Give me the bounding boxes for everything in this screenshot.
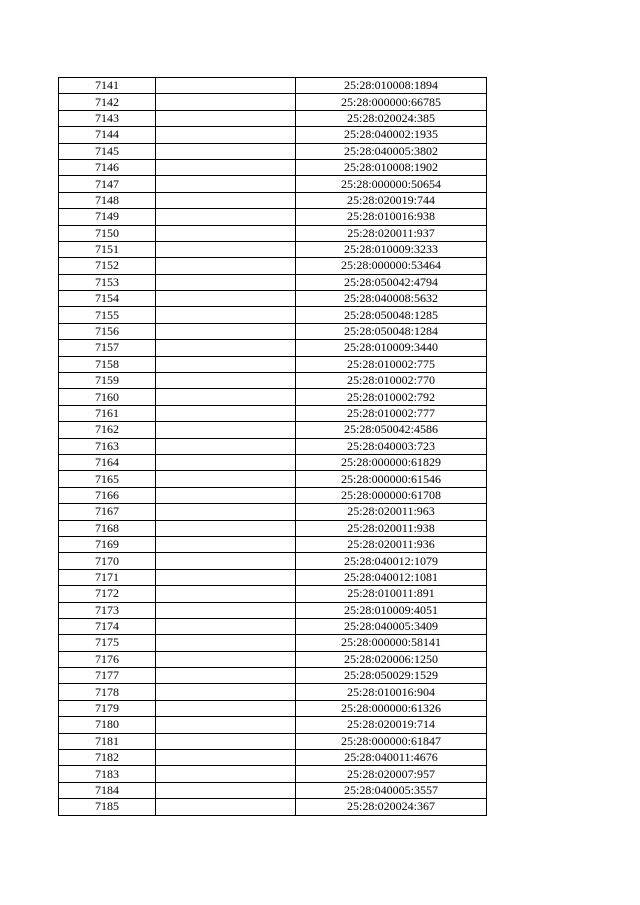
row-number-cell: 7170 bbox=[59, 553, 156, 569]
name-cell bbox=[156, 602, 296, 618]
table-row bbox=[59, 684, 487, 700]
cadastral-number-cell: 25:28:010009:4051 bbox=[296, 602, 487, 618]
cadastral-number-cell: 25:28:040005:3802 bbox=[296, 143, 487, 159]
name-cell bbox=[156, 766, 296, 782]
row-number-cell: 7180 bbox=[59, 717, 156, 733]
row-number-cell: 7173 bbox=[59, 602, 156, 618]
row-number-cell: 7171 bbox=[59, 569, 156, 585]
table-row bbox=[59, 569, 487, 585]
name-cell bbox=[156, 307, 296, 323]
row-number-cell: 7165 bbox=[59, 471, 156, 487]
cadastral-number-cell: 25:28:000000:58141 bbox=[296, 635, 487, 651]
table-row bbox=[59, 454, 487, 470]
table-row bbox=[59, 700, 487, 716]
table-body bbox=[59, 78, 487, 816]
table-row bbox=[59, 422, 487, 438]
row-number-cell: 7160 bbox=[59, 389, 156, 405]
row-number-cell: 7181 bbox=[59, 733, 156, 749]
name-cell bbox=[156, 340, 296, 356]
cadastral-number-cell: 25:28:040005:3409 bbox=[296, 618, 487, 634]
table-row bbox=[59, 258, 487, 274]
row-number-cell: 7148 bbox=[59, 192, 156, 208]
cadastral-number-cell: 25:28:020011:938 bbox=[296, 520, 487, 536]
row-number-cell: 7182 bbox=[59, 750, 156, 766]
table-row bbox=[59, 291, 487, 307]
name-cell bbox=[156, 78, 296, 94]
table-row bbox=[59, 307, 487, 323]
table-row bbox=[59, 471, 487, 487]
name-cell bbox=[156, 209, 296, 225]
table-row bbox=[59, 504, 487, 520]
row-number-cell: 7164 bbox=[59, 454, 156, 470]
cadastral-number-cell: 25:28:040002:1935 bbox=[296, 127, 487, 143]
table-row bbox=[59, 78, 487, 94]
cadastral-table bbox=[58, 77, 487, 816]
cadastral-number-cell: 25:28:020006:1250 bbox=[296, 651, 487, 667]
name-cell bbox=[156, 258, 296, 274]
table-row bbox=[59, 94, 487, 110]
name-cell bbox=[156, 700, 296, 716]
name-cell bbox=[156, 635, 296, 651]
table-row bbox=[59, 340, 487, 356]
row-number-cell: 7153 bbox=[59, 274, 156, 290]
name-cell bbox=[156, 717, 296, 733]
cadastral-number-cell: 25:28:010011:891 bbox=[296, 586, 487, 602]
name-cell bbox=[156, 782, 296, 798]
cadastral-number-cell: 25:28:050029:1529 bbox=[296, 668, 487, 684]
table-row bbox=[59, 143, 487, 159]
row-number-cell: 7141 bbox=[59, 78, 156, 94]
name-cell bbox=[156, 668, 296, 684]
cadastral-number-cell: 25:28:040011:4676 bbox=[296, 750, 487, 766]
table-row bbox=[59, 209, 487, 225]
table-row bbox=[59, 323, 487, 339]
row-number-cell: 7174 bbox=[59, 618, 156, 634]
row-number-cell: 7147 bbox=[59, 176, 156, 192]
cadastral-number-cell: 25:28:020024:385 bbox=[296, 110, 487, 126]
table-row bbox=[59, 782, 487, 798]
name-cell bbox=[156, 274, 296, 290]
name-cell bbox=[156, 143, 296, 159]
name-cell bbox=[156, 389, 296, 405]
table-row bbox=[59, 225, 487, 241]
row-number-cell: 7179 bbox=[59, 700, 156, 716]
table-row bbox=[59, 274, 487, 290]
cadastral-number-cell: 25:28:010016:938 bbox=[296, 209, 487, 225]
row-number-cell: 7183 bbox=[59, 766, 156, 782]
row-number-cell: 7178 bbox=[59, 684, 156, 700]
row-number-cell: 7150 bbox=[59, 225, 156, 241]
cadastral-number-cell: 25:28:040012:1079 bbox=[296, 553, 487, 569]
row-number-cell: 7158 bbox=[59, 356, 156, 372]
cadastral-number-cell: 25:28:010009:3440 bbox=[296, 340, 487, 356]
row-number-cell: 7157 bbox=[59, 340, 156, 356]
row-number-cell: 7167 bbox=[59, 504, 156, 520]
row-number-cell: 7152 bbox=[59, 258, 156, 274]
name-cell bbox=[156, 241, 296, 257]
table-row bbox=[59, 717, 487, 733]
cadastral-number-cell: 25:28:010008:1902 bbox=[296, 159, 487, 175]
row-number-cell: 7177 bbox=[59, 668, 156, 684]
row-number-cell: 7156 bbox=[59, 323, 156, 339]
name-cell bbox=[156, 323, 296, 339]
name-cell bbox=[156, 356, 296, 372]
name-cell bbox=[156, 94, 296, 110]
cadastral-number-cell: 25:28:040012:1081 bbox=[296, 569, 487, 585]
name-cell bbox=[156, 733, 296, 749]
table-row bbox=[59, 127, 487, 143]
name-cell bbox=[156, 504, 296, 520]
table-row bbox=[59, 635, 487, 651]
cadastral-number-cell: 25:28:000000:61708 bbox=[296, 487, 487, 503]
row-number-cell: 7144 bbox=[59, 127, 156, 143]
cadastral-number-cell: 25:28:020019:744 bbox=[296, 192, 487, 208]
table-row bbox=[59, 766, 487, 782]
table-row bbox=[59, 668, 487, 684]
row-number-cell: 7146 bbox=[59, 159, 156, 175]
cadastral-number-cell: 25:28:040005:3557 bbox=[296, 782, 487, 798]
cadastral-number-cell: 25:28:000000:61829 bbox=[296, 454, 487, 470]
cadastral-number-cell: 25:28:010002:770 bbox=[296, 373, 487, 389]
row-number-cell: 7163 bbox=[59, 438, 156, 454]
cadastral-number-cell: 25:28:000000:61546 bbox=[296, 471, 487, 487]
name-cell bbox=[156, 225, 296, 241]
cadastral-number-cell: 25:28:000000:61847 bbox=[296, 733, 487, 749]
cadastral-number-cell: 25:28:020024:367 bbox=[296, 799, 487, 815]
name-cell bbox=[156, 176, 296, 192]
name-cell bbox=[156, 438, 296, 454]
row-number-cell: 7169 bbox=[59, 536, 156, 552]
table-row bbox=[59, 176, 487, 192]
table-row bbox=[59, 373, 487, 389]
name-cell bbox=[156, 618, 296, 634]
table-row bbox=[59, 799, 487, 815]
name-cell bbox=[156, 586, 296, 602]
cadastral-number-cell: 25:28:040008:5632 bbox=[296, 291, 487, 307]
name-cell bbox=[156, 192, 296, 208]
table-row bbox=[59, 405, 487, 421]
row-number-cell: 7168 bbox=[59, 520, 156, 536]
name-cell bbox=[156, 422, 296, 438]
name-cell bbox=[156, 127, 296, 143]
table-row bbox=[59, 487, 487, 503]
cadastral-number-cell: 25:28:000000:61326 bbox=[296, 700, 487, 716]
row-number-cell: 7185 bbox=[59, 799, 156, 815]
table-row bbox=[59, 536, 487, 552]
name-cell bbox=[156, 291, 296, 307]
table-row bbox=[59, 192, 487, 208]
row-number-cell: 7184 bbox=[59, 782, 156, 798]
name-cell bbox=[156, 750, 296, 766]
row-number-cell: 7155 bbox=[59, 307, 156, 323]
name-cell bbox=[156, 487, 296, 503]
table-row bbox=[59, 618, 487, 634]
cadastral-number-cell: 25:28:000000:50654 bbox=[296, 176, 487, 192]
row-number-cell: 7149 bbox=[59, 209, 156, 225]
table-row bbox=[59, 438, 487, 454]
name-cell bbox=[156, 799, 296, 815]
row-number-cell: 7161 bbox=[59, 405, 156, 421]
table-row bbox=[59, 750, 487, 766]
table-row bbox=[59, 586, 487, 602]
table-row bbox=[59, 651, 487, 667]
name-cell bbox=[156, 536, 296, 552]
cadastral-number-cell: 25:28:050042:4586 bbox=[296, 422, 487, 438]
cadastral-number-cell: 25:28:050048:1284 bbox=[296, 323, 487, 339]
table-row bbox=[59, 356, 487, 372]
table-row bbox=[59, 389, 487, 405]
table-row bbox=[59, 553, 487, 569]
name-cell bbox=[156, 159, 296, 175]
name-cell bbox=[156, 520, 296, 536]
table-row bbox=[59, 733, 487, 749]
cadastral-number-cell: 25:28:020019:714 bbox=[296, 717, 487, 733]
table-row bbox=[59, 159, 487, 175]
row-number-cell: 7175 bbox=[59, 635, 156, 651]
table-row bbox=[59, 520, 487, 536]
table-row bbox=[59, 602, 487, 618]
cadastral-number-cell: 25:28:020007:957 bbox=[296, 766, 487, 782]
cadastral-number-cell: 25:28:050042:4794 bbox=[296, 274, 487, 290]
cadastral-number-cell: 25:28:010009:3233 bbox=[296, 241, 487, 257]
cadastral-number-cell: 25:28:020011:936 bbox=[296, 536, 487, 552]
row-number-cell: 7162 bbox=[59, 422, 156, 438]
row-number-cell: 7176 bbox=[59, 651, 156, 667]
row-number-cell: 7151 bbox=[59, 241, 156, 257]
cadastral-number-cell: 25:28:010002:775 bbox=[296, 356, 487, 372]
cadastral-number-cell: 25:28:000000:53464 bbox=[296, 258, 487, 274]
name-cell bbox=[156, 454, 296, 470]
row-number-cell: 7143 bbox=[59, 110, 156, 126]
name-cell bbox=[156, 110, 296, 126]
cadastral-number-cell: 25:28:050048:1285 bbox=[296, 307, 487, 323]
name-cell bbox=[156, 553, 296, 569]
name-cell bbox=[156, 651, 296, 667]
cadastral-number-cell: 25:28:010002:777 bbox=[296, 405, 487, 421]
cadastral-number-cell: 25:28:010008:1894 bbox=[296, 78, 487, 94]
row-number-cell: 7154 bbox=[59, 291, 156, 307]
cadastral-number-cell: 25:28:040003:723 bbox=[296, 438, 487, 454]
cadastral-number-cell: 25:28:000000:66785 bbox=[296, 94, 487, 110]
cadastral-number-cell: 25:28:020011:937 bbox=[296, 225, 487, 241]
row-number-cell: 7166 bbox=[59, 487, 156, 503]
name-cell bbox=[156, 405, 296, 421]
row-number-cell: 7142 bbox=[59, 94, 156, 110]
name-cell bbox=[156, 569, 296, 585]
row-number-cell: 7172 bbox=[59, 586, 156, 602]
cadastral-number-cell: 25:28:020011:963 bbox=[296, 504, 487, 520]
row-number-cell: 7145 bbox=[59, 143, 156, 159]
cadastral-number-cell: 25:28:010016:904 bbox=[296, 684, 487, 700]
table-row bbox=[59, 110, 487, 126]
cadastral-number-cell: 25:28:010002:792 bbox=[296, 389, 487, 405]
row-number-cell: 7159 bbox=[59, 373, 156, 389]
name-cell bbox=[156, 684, 296, 700]
table-row bbox=[59, 241, 487, 257]
name-cell bbox=[156, 471, 296, 487]
name-cell bbox=[156, 373, 296, 389]
